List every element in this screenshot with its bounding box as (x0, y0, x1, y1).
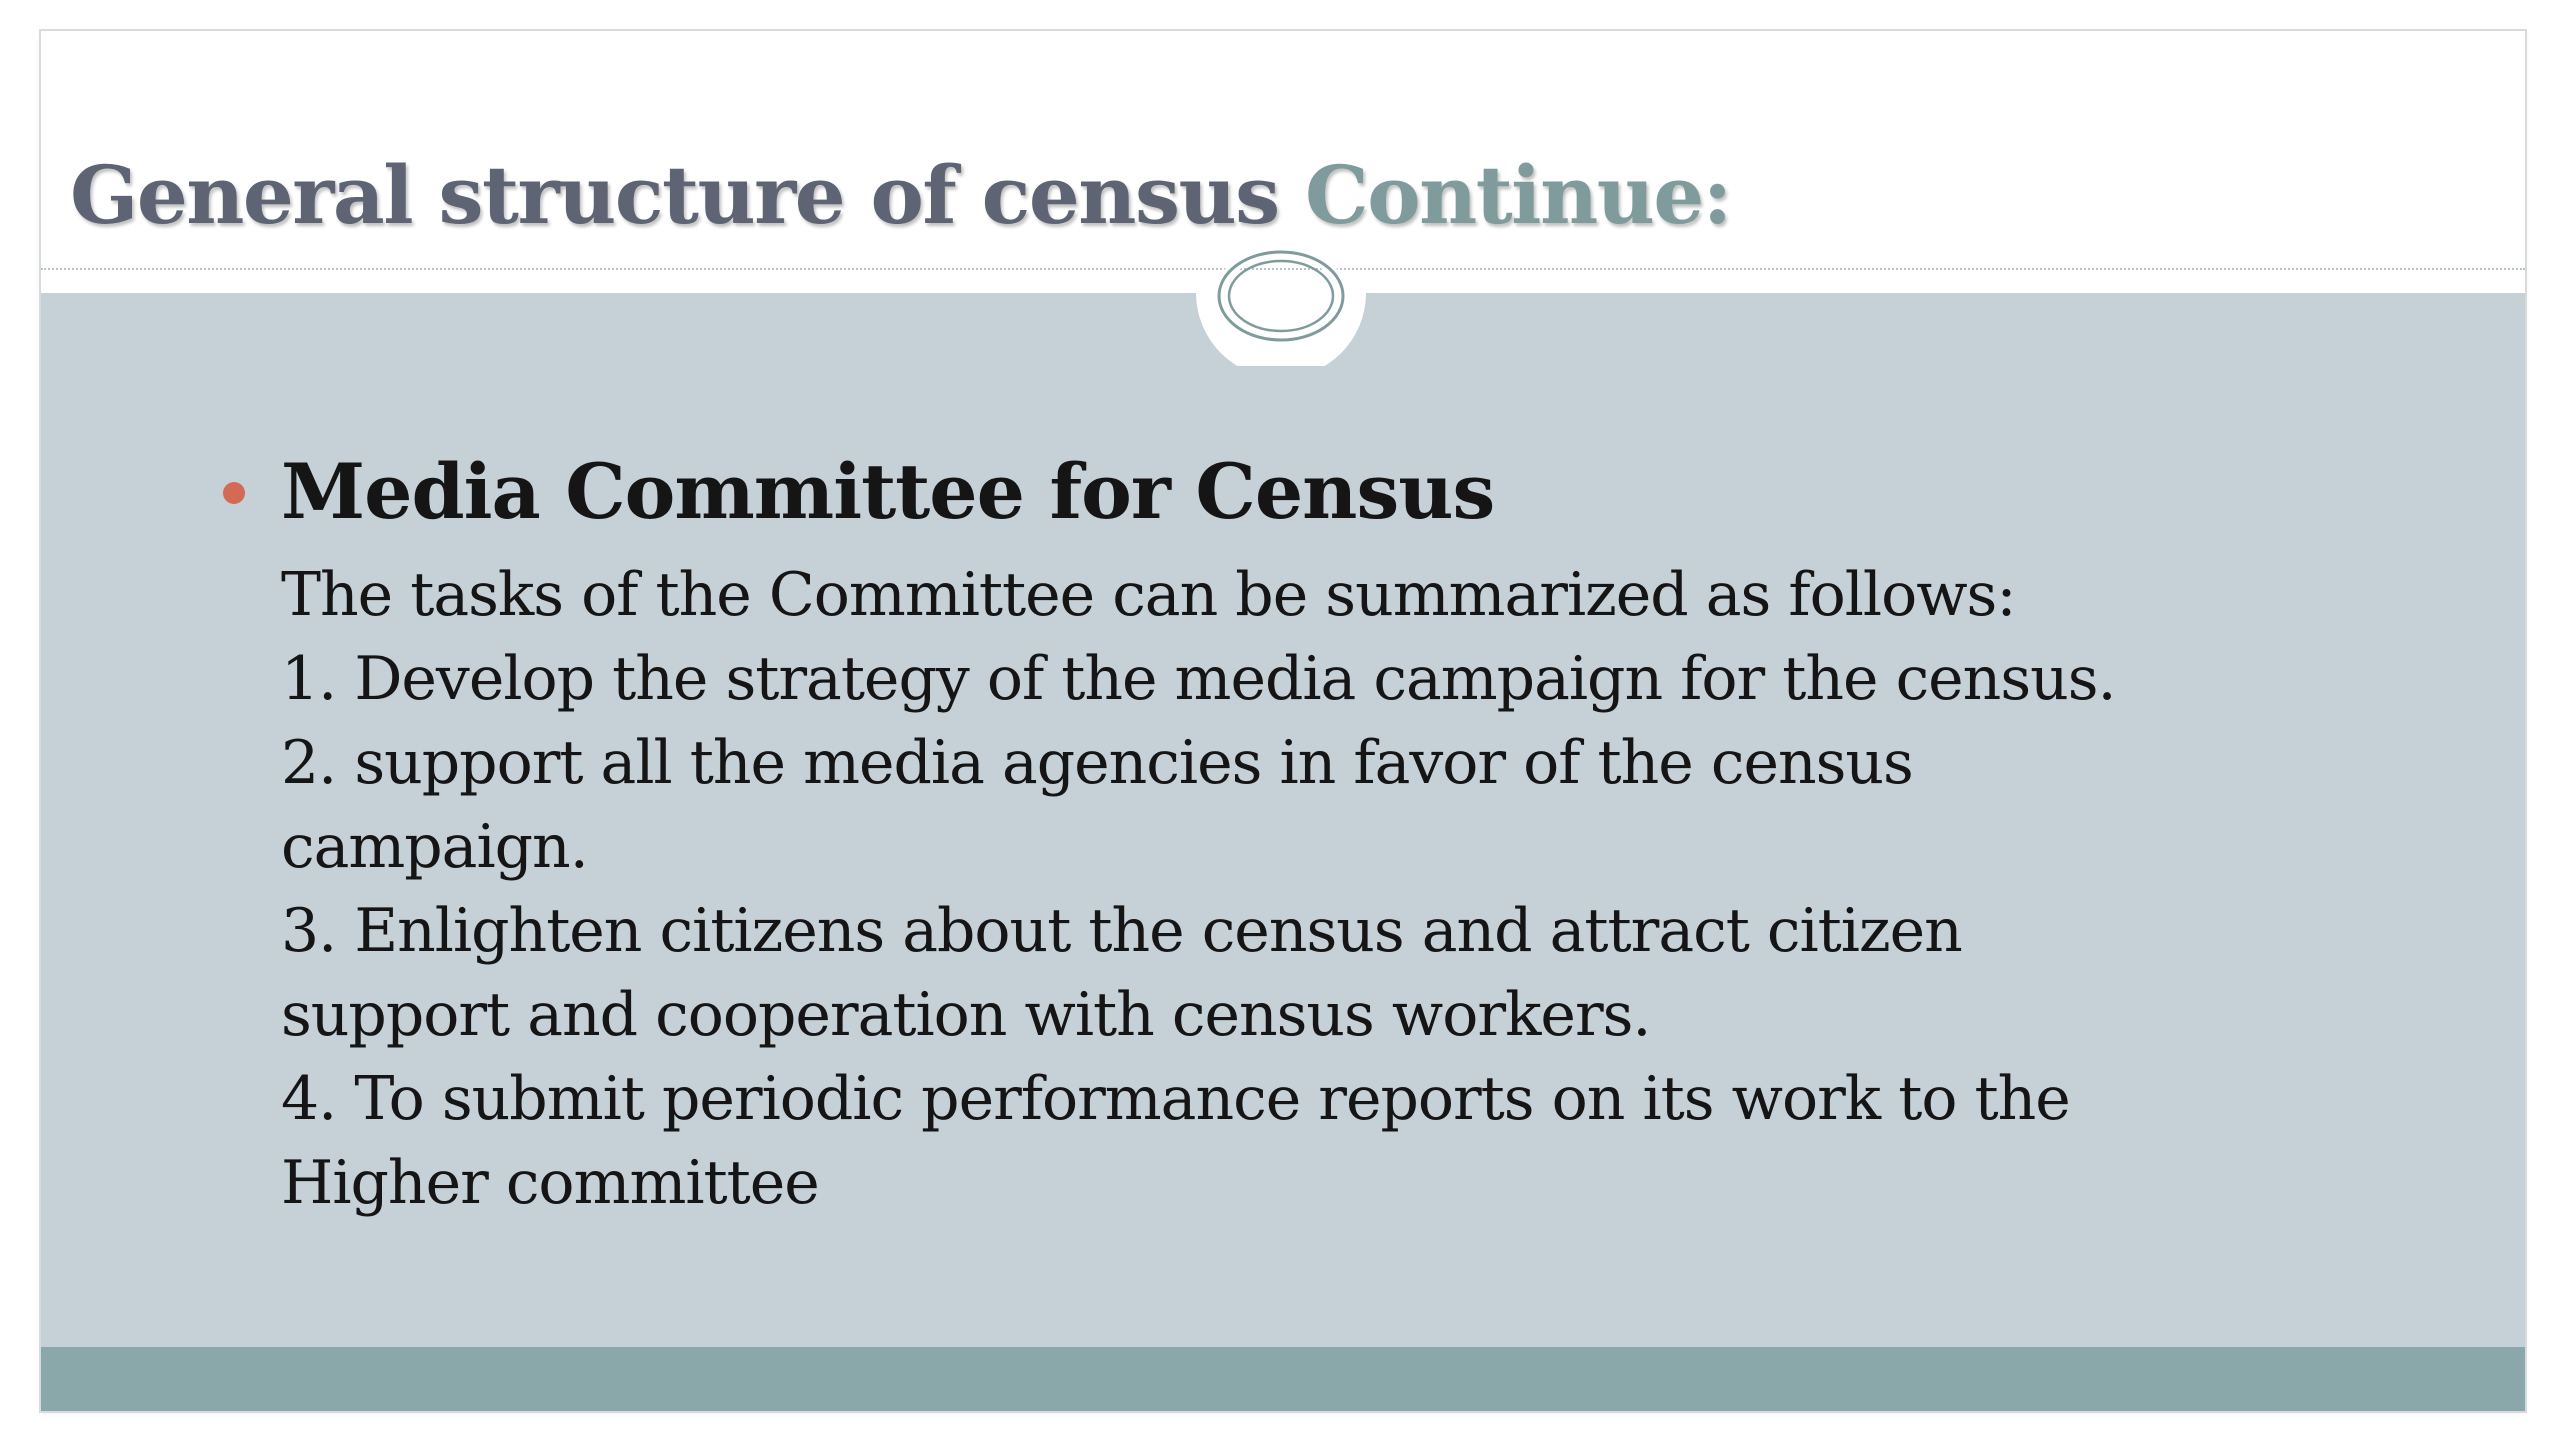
body-line-task-1: 1. Develop the strategy of the media campaign for the census. (281, 644, 2116, 714)
slide-title (70, 149, 1731, 242)
ring-emblem-icon (1196, 216, 1366, 366)
body-line-intro: The tasks of the Committee can be summarized as follows: (281, 560, 2016, 630)
body-line-task-3-cont: support and cooperation with census workers. (281, 980, 1651, 1050)
body-line-task-3: 3. Enlighten citizens about the census and attract citizen (281, 896, 1962, 966)
body-line-task-2: 2. support all the media agencies in favor of the census (281, 728, 1913, 798)
body-line-task-4-cont: Higher committee (281, 1148, 819, 1218)
slide-footer-bar (41, 1347, 2525, 1411)
bullet-body-lines (281, 553, 2381, 1225)
title-text-accent: Continue: (1305, 148, 1731, 242)
bullet-item (281, 431, 2381, 553)
bullet-heading: Media Committee for Census (281, 447, 1495, 536)
title-text-main: General structure of census (70, 148, 1306, 242)
body-line-task-2-cont: campaign. (281, 812, 588, 882)
bullet-dot-icon (223, 482, 245, 504)
slide (41, 31, 2525, 1411)
body-line-task-4: 4. To submit periodic performance reports on its work to the (281, 1064, 2070, 1134)
slide-body (281, 431, 2381, 1225)
